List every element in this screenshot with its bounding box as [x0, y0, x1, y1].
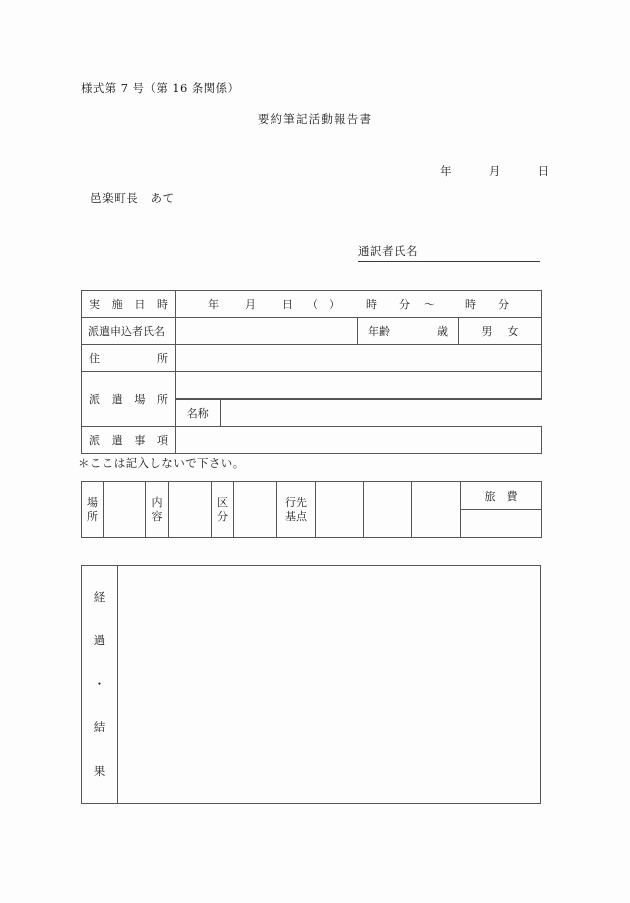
- label-char: 費: [506, 489, 518, 503]
- label-char: 派: [89, 434, 100, 447]
- datetime-range-separator: 〜: [424, 298, 436, 311]
- interpreter-name-field[interactable]: [418, 247, 540, 262]
- expense-col-division-header: [212, 482, 234, 538]
- datetime-end-minute: 分: [498, 298, 510, 311]
- expense-col-place-header: [82, 482, 104, 538]
- label-char: 区: [217, 495, 228, 509]
- table-row: [82, 372, 542, 399]
- addressee: 邑楽町長 あて: [90, 191, 175, 205]
- applicant-name-field[interactable]: [176, 318, 358, 345]
- interpreter-name-label: 通訳者氏名: [358, 243, 418, 262]
- main-info-table: [81, 290, 542, 454]
- row-datetime-value[interactable]: [176, 291, 542, 318]
- label-char: 所: [157, 352, 168, 365]
- table-row: [82, 318, 542, 345]
- expense-col-destination-header: [277, 482, 316, 538]
- age-unit: 歳: [437, 325, 448, 338]
- label-char: 項: [156, 434, 168, 447]
- datetime-start-hour: 時: [366, 298, 378, 311]
- label-char: 過: [93, 633, 106, 648]
- result-box-label: [82, 566, 118, 803]
- matter-field[interactable]: [176, 427, 542, 454]
- datetime-year: 年: [208, 298, 220, 311]
- document-title: 要約筆記活動報告書: [257, 112, 373, 126]
- label-char: 容: [151, 509, 163, 523]
- table-row: [82, 482, 542, 510]
- place-address-field[interactable]: [176, 372, 542, 399]
- form-number: 様式第 7 号（第 16 条関係）: [81, 81, 240, 95]
- label-char: 内: [151, 495, 163, 509]
- label-line: 行先: [285, 495, 307, 509]
- result-box: [81, 565, 541, 804]
- label-char: 所: [156, 393, 168, 406]
- applicant-sex-cell[interactable]: [459, 318, 542, 345]
- label-char: ・: [93, 676, 106, 691]
- row-matter-label: [82, 427, 176, 454]
- label-char: 時: [156, 298, 168, 311]
- do-not-fill-note: ＊ここは記入しないで下さい。: [78, 456, 245, 470]
- datetime-start-minute: 分: [399, 298, 411, 311]
- place-name-label: 名称: [176, 400, 220, 427]
- row-applicant-label: 派遣申込者氏名: [82, 318, 176, 345]
- table-row: [82, 345, 542, 372]
- label-char: 実: [89, 298, 100, 311]
- label-char: 施: [111, 298, 123, 311]
- expense-col-blank-1[interactable]: [316, 482, 364, 538]
- label-char: 場: [134, 393, 146, 406]
- sex-male-option[interactable]: 男: [481, 325, 493, 338]
- expense-col-content-header: [146, 482, 169, 538]
- applicant-age-cell[interactable]: [358, 318, 459, 345]
- address-field[interactable]: [176, 345, 542, 372]
- date-line: [440, 163, 549, 179]
- datetime-end-hour: 時: [465, 298, 477, 311]
- expense-table: [81, 481, 542, 538]
- interpreter-name-row: [358, 243, 540, 262]
- place-name-wrapper: [176, 399, 542, 427]
- label-char: 日: [134, 298, 146, 311]
- label-char: 住: [89, 352, 100, 365]
- label-char: 旅: [484, 489, 496, 503]
- label-char: 分: [217, 509, 228, 523]
- datetime-weekday: （ ）: [307, 298, 341, 311]
- result-box-field[interactable]: [118, 566, 540, 803]
- label-char: 遣: [111, 393, 123, 406]
- row-datetime-label: [82, 291, 176, 318]
- sex-female-option[interactable]: 女: [507, 325, 519, 338]
- age-label: 年齢: [368, 325, 390, 338]
- datetime-day: 日: [282, 298, 294, 311]
- label-char: 所: [87, 509, 98, 523]
- label-line: 基点: [285, 509, 307, 523]
- table-row: [82, 291, 542, 318]
- datetime-month: 月: [245, 298, 257, 311]
- label-char: 結: [93, 720, 106, 735]
- expense-col-division-value[interactable]: [234, 482, 277, 538]
- date-year-label: 年: [440, 164, 452, 178]
- label-char: 経: [93, 589, 106, 604]
- label-char: 遣: [111, 434, 123, 447]
- place-name-field[interactable]: [220, 400, 542, 427]
- fare-value-field[interactable]: [461, 510, 542, 538]
- row-place-label: [82, 372, 176, 427]
- date-day-label: 日: [537, 164, 550, 178]
- date-month-label: 月: [488, 164, 501, 178]
- label-char: 事: [134, 434, 146, 447]
- expense-col-blank-3[interactable]: [412, 482, 461, 538]
- expense-col-place-value[interactable]: [104, 482, 146, 538]
- label-char: 派: [89, 393, 100, 406]
- row-address-label: [82, 345, 176, 372]
- label-char: 果: [93, 763, 106, 778]
- table-row: [82, 427, 542, 454]
- expense-col-blank-2[interactable]: [364, 482, 412, 538]
- label-char: 場: [87, 495, 98, 509]
- fare-header: [461, 482, 542, 510]
- expense-col-content-value[interactable]: [169, 482, 212, 538]
